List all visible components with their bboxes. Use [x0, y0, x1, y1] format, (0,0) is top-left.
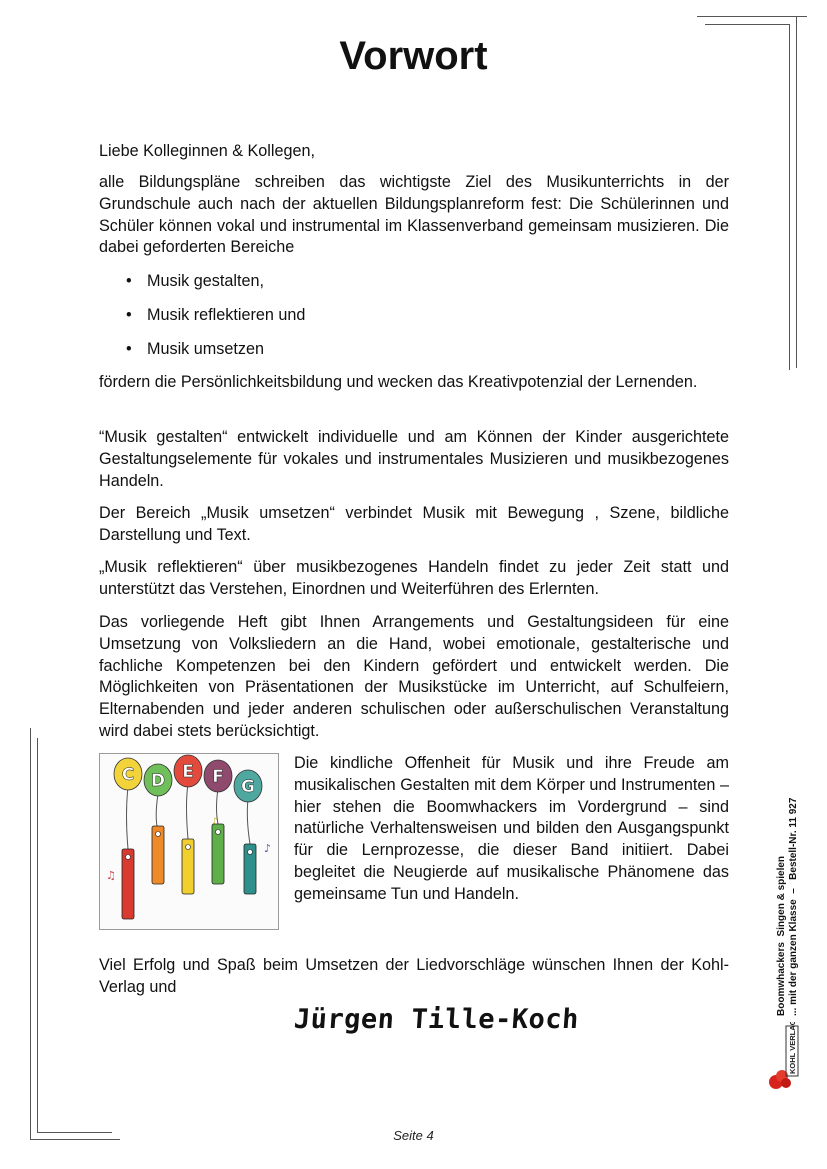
heft-paragraph: Das vorliegende Heft gibt Ihnen Arrangements und Gestaltungsideen für eine Umsetzung von Volksliedern an die Hand, wobei emotionale, gestalterische und fachliche Kompetenzen bei den Kindern gefördert und entwickelt werden. Die Möglichkeiten von Präsentationen der Musikstücke im Unterricht, auf Schulfeiern, Elternabenden und jeder anderen schulischen oder außerschulischen Veranstaltung wird dabei stets berücksichtigt.	[99, 613, 729, 740]
tube-face	[248, 850, 253, 855]
frame-line-left-outer	[30, 728, 31, 1140]
musik-gestalten-paragraph: “Musik gestalten“ entwickelt individuelle und am Können der Kinder ausgerichtete Gestaltungselemente für vokales und instrumentales Musizieren und musikbezogenes Handeln.	[99, 428, 729, 490]
balloons-drawing	[100, 754, 278, 929]
intro-paragraph: alle Bildungspläne schreiben das wichtigste Ziel des Musikunterrichts in der Grundschule auch nach der aktuellen Bildungsplanreform fest: Die Schülerinnen und Schüler können vokal und instrumental im Klassenverband gemeinsam musizieren. Die dabei geforderten Bereiche	[99, 173, 729, 257]
tube-face	[156, 832, 161, 837]
list-item: • Musik umsetzen	[126, 340, 264, 358]
side-label-line2: ... mit der ganzen Klasse – Bestell-Nr. 11 927	[787, 797, 799, 1016]
tube-face	[186, 845, 191, 850]
page-title: Vorwort	[339, 34, 488, 78]
logo-text: KOHL VERLAG	[788, 1022, 797, 1074]
music-note-icon: ♪	[212, 817, 218, 827]
closing-paragraph: Viel Erfolg und Spaß beim Umsetzen der Liedvorschläge wünschen Ihnen der Kohl-Verlag und	[99, 956, 729, 996]
musik-reflektieren-paragraph: „Musik reflektieren“ über musikbezogenes Handeln findet zu jeder Zeit statt und unterstützt das Verstehen, Einordnen und Weiterführen des Erlernten.	[99, 558, 729, 598]
balloon-letter: D	[150, 771, 166, 791]
list-item: • Musik gestalten,	[126, 272, 264, 290]
balloon-letter: E	[182, 762, 194, 782]
page-number: Seite 4	[393, 1128, 434, 1143]
balloon-g	[234, 770, 262, 802]
list-item-label: Musik umsetzen	[147, 340, 264, 358]
balloon-e	[174, 755, 202, 787]
frame-line-left-inner	[37, 738, 38, 1133]
after-bullets-paragraph: fördern die Persönlichkeitsbildung und wecken das Kreativpotenzial der Lernenden.	[99, 373, 698, 391]
list-item-label: Musik reflektieren und	[147, 306, 306, 324]
music-note-icon: ♪	[264, 842, 272, 855]
offenheit-paragraph: Die kindliche Offenheit für Musik und ihre Freude am musikalischen Gestalten mit dem Körper und Instrumenten – hier stehen die Boomwhackers im Vordergrund – sind natürliche Verhaltensweisen und bilden den Ausgangspunkt für die Lernprozesse, die dieser Band initiiert. Dabei begleitet die Neugierde auf musikalische Phänomene das gemeinsame Tun und Handeln.	[294, 754, 729, 903]
list-item: • Musik reflektieren und	[126, 306, 306, 324]
frame-line-top-right	[697, 16, 807, 17]
frame-line-top-right-inner	[705, 24, 790, 25]
balloon-f	[204, 760, 232, 792]
musik-umsetzen-paragraph: Der Bereich „Musik umsetzen“ verbindet Musik mit Bewegung , Szene, bildliche Darstellung und Text.	[99, 504, 729, 544]
greeting: Liebe Kolleginnen & Kollegen,	[99, 142, 316, 160]
balloon-d	[144, 764, 172, 796]
balloon-letter: C	[121, 765, 135, 785]
boomwhackers-illustration	[99, 753, 279, 930]
side-label-line1: Boomwhackers Singen & spielen	[776, 855, 787, 1016]
list-item-label: Musik gestalten,	[147, 272, 264, 290]
balloon-c	[114, 758, 142, 790]
balloon-letter: G	[241, 777, 255, 797]
signature: Jürgen Tille-Koch	[292, 1004, 580, 1035]
kohl-verlag-logo	[764, 1022, 800, 1092]
balloon-letter: F	[212, 767, 224, 787]
music-note-icon: ♫	[106, 869, 116, 882]
tube-face	[126, 855, 131, 860]
tube-face	[216, 830, 221, 835]
side-publication-label	[776, 776, 799, 1016]
